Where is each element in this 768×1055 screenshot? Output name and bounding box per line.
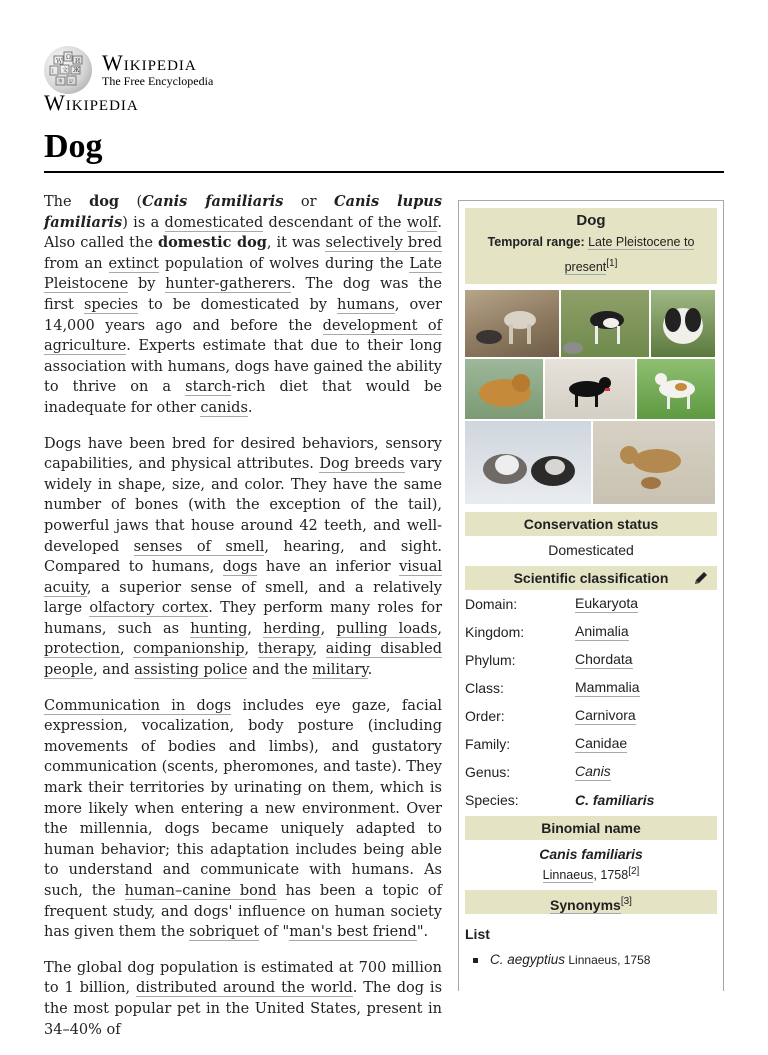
article-paragraph [44,434,442,681]
article-link[interactable]: wolf [406,214,438,231]
classification-row [465,646,723,674]
text-run: have an inferior [257,559,400,576]
photo-tile [465,359,543,419]
text-run: and the [247,662,313,679]
article-link[interactable]: selectively bred [325,235,442,252]
authority-year: , 1758 [593,868,629,883]
article-link[interactable]: sobriquet [189,924,260,941]
authority-link[interactable]: Linnaeus [542,868,594,883]
article-link[interactable]: military [312,662,368,679]
classification-rank: Kingdom: [465,624,525,641]
photo-tile [593,421,715,504]
classification-value: C. familiaris [575,792,655,809]
text-run: , and [93,662,135,679]
classification-link[interactable]: Eukaryota [575,595,639,612]
photo-tile [561,290,649,357]
classification-rank: Species: [465,792,519,809]
site-header [44,46,724,114]
bold-term: Canis familiaris [142,193,284,210]
photo-tile [651,290,715,357]
photo-tile [637,359,715,419]
article-link[interactable]: distributed around the world [135,980,353,997]
synonyms-link[interactable]: Synonyms [550,896,621,913]
scientific-classification-label: Scientific classification [513,570,669,587]
article-link[interactable]: species [83,296,139,313]
classification-row [465,786,723,814]
reference-link[interactable]: [2] [628,866,640,878]
temporal-range [471,231,711,278]
classification-rank: Phylum: [465,652,516,669]
text-run: . The dog is the most popular pet in the United States, present in 34–40% of [44,980,443,1038]
scientific-classification-header[interactable] [465,566,717,590]
text-run: or [283,194,335,210]
classification-table [459,590,723,814]
temporal-range-label: Temporal range: [487,235,589,249]
text-run: . Also called the [44,214,443,252]
article-link[interactable]: Communication in dogs [44,697,232,714]
text-run: ". [416,924,429,941]
text-run: The [44,194,90,210]
photo-tile [545,359,635,419]
text-run: . They perform many roles for humans, such as [44,600,443,637]
bold-term: Canis lupus familiaris [44,193,443,231]
bold-term: domestic dog [157,234,267,252]
classification-rank: Genus: [465,764,511,781]
text-run: , it was [266,235,326,252]
text-run: , [437,620,443,637]
conservation-status-header[interactable]: Conservation status [465,512,717,536]
classification-rank: Class: [465,680,504,697]
article-paragraph [44,696,442,943]
article-paragraph [44,192,442,419]
binomial-name: Canis familiaris [539,846,643,863]
classification-rank: Family: [465,736,511,753]
text-run: , [244,641,258,658]
classification-link[interactable]: Canis [575,763,611,780]
text-run: has been a topic of frequent study, and dogs' influence on human society has given them the [44,883,442,941]
classification-row [465,590,723,618]
text-run: . [367,662,373,679]
text-run: Dogs have been bred for desired behaviors, sensory capabilities, and physical attributes. [44,435,442,473]
article-link[interactable]: therapy [257,641,313,658]
photo-tile [465,421,591,504]
text-run: , a superior sense of smell, and a relatively large [44,579,442,617]
bullet-icon [473,958,478,963]
site-tagline: The Free Encyclopedia [102,74,214,88]
article-link[interactable]: protection [44,641,121,658]
text-run: ( [119,194,143,210]
text-run: to be domesticated by [138,296,338,313]
text-run: vary widely in shape, size, and color. They have the same number of bones (with the exception of the tail), powerful jaws that house around 42 teeth, and well-developed [44,456,442,555]
classification-link[interactable]: Canidae [575,735,628,752]
text-run: , [312,641,326,658]
article-link[interactable]: assisting police [134,662,248,679]
classification-row [465,758,723,786]
article-link[interactable]: starch [185,379,232,396]
text-run: , hearing, and sight. Compared to humans, [44,538,443,576]
title-divider [44,171,724,173]
taxobox-header [465,208,717,284]
synonym-author: Linnaeus, 1758 [565,953,651,968]
classification-rank: Domain: [465,596,518,613]
text-run: , [247,620,264,637]
article-link[interactable]: companionship [133,641,245,658]
svg-text:Ж: Ж [73,67,80,74]
synonym-name: C. aegyptius [490,952,566,968]
article-link[interactable]: pulling loads [336,620,438,637]
text-run: descendant of the [263,214,407,231]
binomial-name-header: Binomial name [465,816,717,840]
article-link[interactable]: hunter-gatherers [165,276,292,293]
binomial-authority [459,866,723,882]
article-link[interactable]: human–canine bond [124,883,277,899]
article-link[interactable]: man's best friend [289,924,417,941]
svg-text:W: W [56,58,63,65]
reference-link[interactable]: [1] [606,258,618,269]
article-link[interactable]: Late Pleistocene [44,255,442,293]
article-paragraph [44,958,442,1040]
text-run: , [120,641,134,658]
article-link[interactable]: development of agriculture [44,317,442,355]
article-link[interactable]: Dog breeds [319,456,405,473]
article-link[interactable]: hunting [190,620,248,637]
article-link[interactable]: senses of smell [133,538,265,555]
article-link[interactable]: olfactory cortex [89,600,209,617]
reference-link[interactable]: [3] [620,896,632,908]
svg-text:文: 文 [62,67,69,74]
taxobox-title: Dog [576,212,606,229]
article-link[interactable]: herding [263,620,321,637]
text-run: . Experts estimate that due to their long association with humans, dogs have gained the ability to thrive on a [44,338,442,396]
classification-rank: Order: [465,708,505,725]
classification-row [465,730,723,758]
wikipedia-wordmark[interactable]: Wikipedia [102,50,197,75]
synonyms-header [465,890,717,914]
svg-text:ש: ש [69,78,74,85]
text-run: . [247,399,253,416]
text-run: . The dog was the first [44,276,442,313]
text-run: -rich diet that would be inadequate for other [44,379,442,416]
text-run: by [128,276,166,293]
text-run: includes eye gaze, facial expression, vocalization, body posture (including movements of bodies and limbs), and gustatory communication (scents, pheromones, and taste). They mark their territories by urinating on them, which is more likely when entering a new environment. Over the millennia, dogs became uniquely adapted to human behavior; this adaptation includes being able to understand and communicate with humans. As such, the [44,697,442,899]
text-run: , [320,620,337,637]
article-link[interactable]: aiding disabled people [44,641,442,679]
synonyms-list [459,952,723,967]
page-title: Dog [44,128,103,165]
text-run: of " [259,924,290,941]
text-run: ) is a [122,214,165,231]
bold-term: dog [89,193,120,210]
text-run: , over 14,000 years ago and before the [44,296,442,334]
wikipedia-globe-logo-icon[interactable] [44,46,92,94]
svg-text:ক: ক [58,78,63,85]
classification-link[interactable]: Carnivora [575,707,636,724]
article-link[interactable]: humans [337,296,395,313]
text-run: population of wolves during the [159,255,410,272]
classification-row [465,702,723,730]
article-link[interactable]: extinct [108,255,160,272]
article-link[interactable]: domesticated [164,214,264,231]
classification-row [465,618,723,646]
conservation-status-value: Domesticated [548,542,634,559]
taxobox [458,200,724,991]
classification-row [465,674,723,702]
svg-text:ا: ا [52,68,54,75]
photo-tile [465,290,559,357]
classification-link[interactable]: Animalia [575,623,629,640]
classification-link[interactable]: Chordata [575,651,633,668]
article-link[interactable]: visual acuity [44,559,442,596]
svg-text:И: И [75,58,81,65]
text-run: from an [44,255,109,272]
dog-photo-montage[interactable] [465,290,717,504]
article-link[interactable]: dogs [222,559,258,576]
synonym-item [473,952,723,967]
wikipedia-wordmark-secondary[interactable]: Wikipedia [44,90,139,115]
classification-link[interactable]: Mammalia [575,679,640,696]
synonyms-list-toggle[interactable]: List [465,926,490,943]
svg-text:Ω: Ω [66,54,71,61]
temporal-range-link[interactable]: Late Pleistocene to present [564,235,695,275]
text-run: The global dog population is estimated at 700 million to 1 billion, [44,959,442,997]
article-body [44,192,442,1055]
article-link[interactable]: canids [200,399,248,416]
